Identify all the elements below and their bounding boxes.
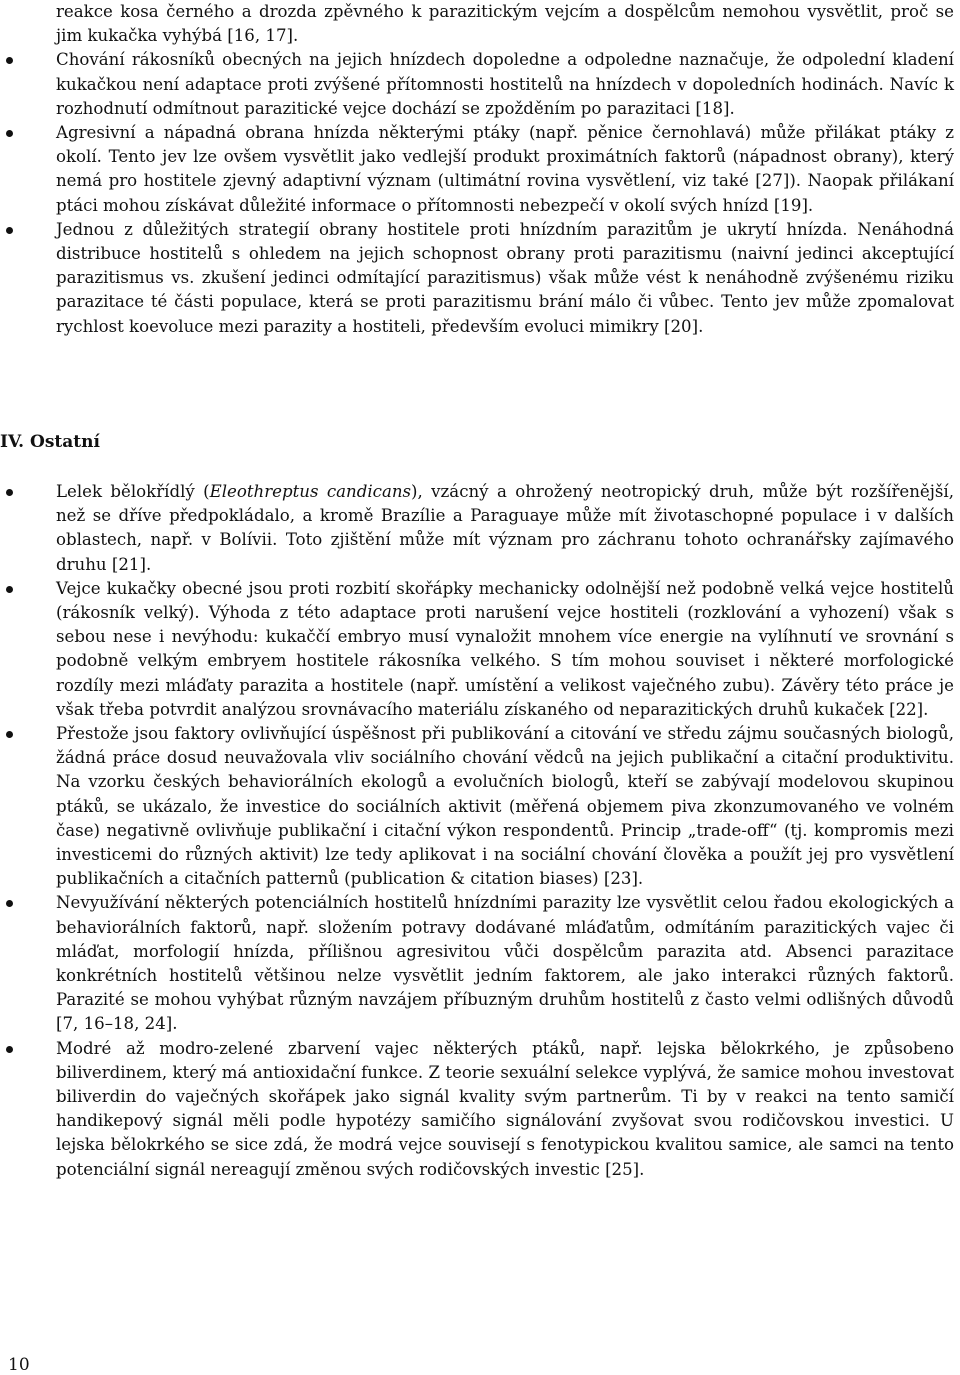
list-item-continuation bbox=[0, 0, 960, 48]
list-item bbox=[0, 48, 960, 121]
bullet-icon bbox=[6, 227, 13, 234]
bullet-icon bbox=[6, 586, 13, 593]
section-heading: IV. Ostatní bbox=[0, 432, 100, 452]
list-item-text: reakce kosa černého a drozda zpěvného k parazitickým vejcím a dospělcům nemohou vysvětlit, proč se jim kukačka vyhýbá [16, 17]. bbox=[56, 2, 954, 46]
list-item-text: Chování rákosníků obecných na jejich hnízdech dopoledne a odpoledne naznačuje, že odpolední kladení kukačkou není adaptace proti zvýšené přítomnosti hostitelů na hnízdech v dopoledních hodinách. Navíc k rozhodnutí odmítnout parazitické vejce dochází se zpožděním po parazitaci [18]. bbox=[56, 50, 954, 118]
bullet-icon bbox=[6, 900, 13, 907]
bullet-list-section-4 bbox=[0, 480, 960, 1182]
list-item-text: Modré až modro-zelené zbarvení vajec některých ptáků, např. lejska bělokrkého, je způsobeno biliverdinem, který má antioxidační funkce. Z teorie sexuální selekce vyplývá, že samice mohou investovat biliverdin do vaječných skořápek jako signál kvality svým partnerům. Ti by v reakci na tento samičí handikepový signál měli podle hypotézy samičího signálování zvyšovat svou rodičovskou investici. U lejska bělokrkého se sice zdá, že modrá vejce souvisejí s fenotypickou kvalitou samice, ale samci na tento potenciální signál nereagují změnou svých rodičovských investic [25]. bbox=[56, 1038, 954, 1179]
bullet-icon bbox=[6, 731, 13, 738]
bullet-icon bbox=[6, 57, 13, 64]
list-item-text: Vejce kukačky obecné jsou proti rozbití skořápky mechanicky odolnější než podobně velká vejce hostitelů (rákosník velký). Výhoda z této adaptace proti narušení vejce hostiteli (rozklování a vyhození) však s sebou nese i nevýhodu: kukaččí embryo musí vynaložit mnohem více energie na vylíhnutí ve srovnání s podobně velkým embryem hostitele rákosníka velkého. S tím mohou souviset i některé morfologické rozdíly mezi mláďaty parazita a hostitele (např. umístění a velikost vaječného zubu). Závěry této práce je však třeba potvrdit analýzou srovnávacího materiálu získaného od neparazitických druhů kukaček [22]. bbox=[56, 578, 954, 719]
list-item-text: Nevyužívání některých potenciálních hostitelů hnízdními parazity lze vysvětlit celou řadou ekologických a behaviorálních faktorů, např. složením potravy dodávané mláďatům, odmítáním parazitických vajec či mláďat, morfologií hnízda, přílišnou agresivitou vůči dospělcům parazita atd. Absenci parazitace konkrétních hostitelů většinou nelze vysvětlit jedním faktorem, ale jako interakci různých faktorů. Parazité se mohou vyhýbat různým navzájem příbuzným druhům hostitelů z často velmi odlišných důvodů [7, 16–18, 24]. bbox=[56, 893, 954, 1034]
list-item bbox=[0, 121, 960, 218]
list-item bbox=[0, 891, 960, 1036]
list-item bbox=[0, 577, 960, 722]
bullet-icon bbox=[6, 130, 13, 137]
list-item-text: Přestože jsou faktory ovlivňující úspěšnost při publikování a citování ve středu zájmu současných biologů, žádná práce dosud neuvažovala vliv sociálního chování vědců na jejich publikační a citační produktivitu. Na vzorku českých behaviorálních ekologů a evolučních biologů, kteří se zabývají modelovou skupinou ptáků, se ukázalo, že investice do sociálních aktivit (měřená objemem piva zkonzumovaného ve volném čase) negativně ovlivňuje publikační i citační výkon respondentů. Princip „trade-off“ (tj. kompromis mezi investicemi do různých aktivit) lze tedy aplikovat i na sociální chování člověka a použít jej pro vysvětlení publikačních a citačních patternů (publication & citation biases) [23]. bbox=[56, 724, 954, 889]
list-item-text-after-italic: ), vzácný a ohrožený neotropický druh, může být rozšířenější, než se dříve předpokládalo, a kromě Brazílie a Paraguaye může mít životaschopné populace i v dalších oblastech, např. v Bolívii. Toto zjištění může mít význam pro záchranu tohoto ochranářsky zajímavého druhu [21]. bbox=[56, 482, 954, 574]
list-item-text: Agresivní a nápadná obrana hnízda některými ptáky (např. pěnice černohlavá) může přilákat ptáky z okolí. Tento jev lze ovšem vysvětlit jako vedlejší produkt proximátních faktorů (nápadnost obrany), který nemá pro hostitele zjevný adaptivní význam (ultimátní rovina vysvětlení, viz také [27]). Naopak přilákaní ptáci mohou získávat důležité informace o přítomnosti nebezpečí v okolí svých hnízd [19]. bbox=[56, 123, 954, 215]
list-item-text-before-italic: Lelek bělokřídlý ( bbox=[56, 482, 210, 501]
species-name-italic: Eleothreptus candicans bbox=[209, 482, 412, 501]
list-item-text: Jednou z důležitých strategií obrany hostitele proti hnízdním parazitům je ukrytí hnízda. Nenáhodná distribuce hostitelů s ohledem na jejich schopnost obrany proti parazitismu (naivní jedinci akceptující parazitismus vs. zkušení jedinci odmítající parazitismus) však může vést k nenáhodně zvýšenému riziku parazitace té části populace, která se proti parazitismu brání málo či vůbec. Tento jev může zpomalovat rychlost koevoluce mezi parazity a hostiteli, především evoluci mimikry [20]. bbox=[56, 219, 954, 336]
bullet-icon bbox=[6, 1046, 13, 1053]
list-item bbox=[0, 480, 960, 577]
list-item bbox=[0, 218, 960, 339]
page-number: 10 bbox=[8, 1355, 30, 1375]
bullet-icon bbox=[6, 489, 13, 496]
list-item bbox=[0, 722, 960, 891]
list-item bbox=[0, 1037, 960, 1182]
bullet-list-section-3 bbox=[0, 0, 960, 339]
